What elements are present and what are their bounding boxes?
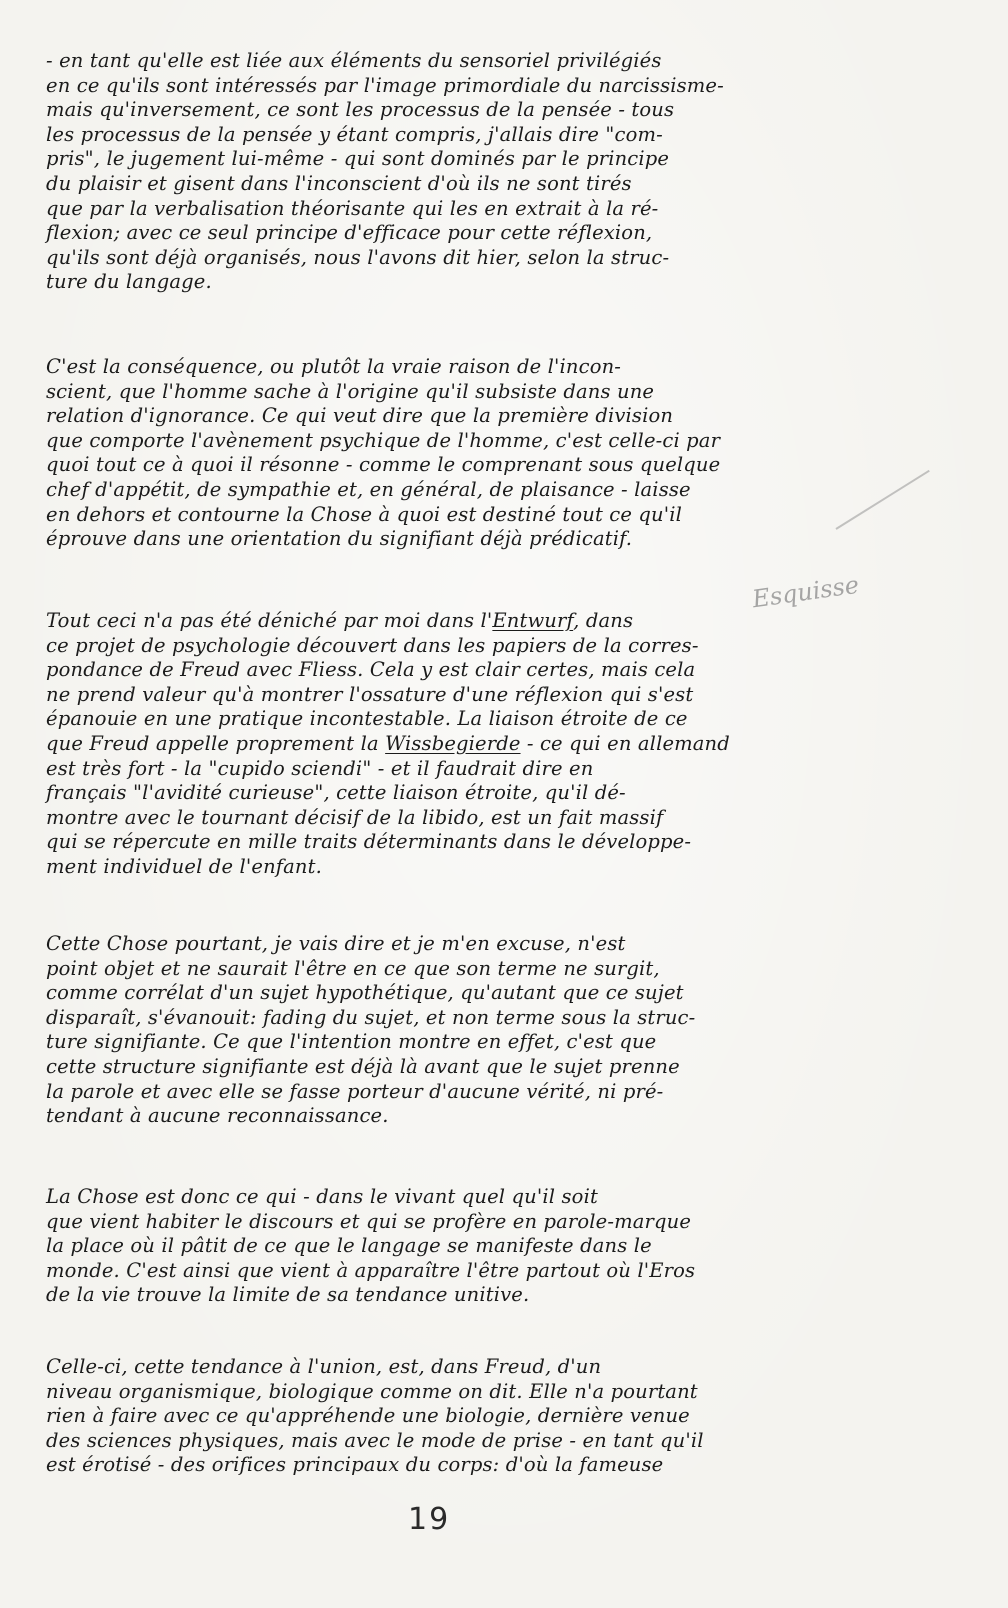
underlined-term: Wissbegierde [385, 731, 521, 755]
paragraph-3: Tout ceci n'a pas été déniché par moi dans l'Entwurf, dans ce projet de psychologie découvert dans les papiers de la corres- pondance de Freud avec Fliess. Cela y est clair certes, mais cela ne prend valeur qu'à montrer l'ossature d'une réflexion qui s'est épanouie en une pratique incontestable. La liaison étroite de ce que Freud appelle proprement la Wissbegierde - ce qui en allemand est très fort - la "cupido sciendi" - et il faudrait dire en français "l'avidité curieuse", cette liaison étroite, qu'il dé- montre avec le tournant décisif de la libido, est un fait massif qui se répercute en mille traits déterminants dans le développe- ment individuel de l'enfant. [46, 609, 730, 878]
paragraph-6: Celle-ci, cette tendance à l'union, est, dans Freud, d'un niveau organismique, biologique comme on dit. Elle n'a pourtant rien à faire avec ce qu'appréhende une biologie, dernière venue des sciences physiques, mais avec le mode de prise - en tant qu'il est érotisé - des orifices principaux du corps: d'où la fameuse [46, 1355, 704, 1477]
paragraph-5: La Chose est donc ce qui - dans le vivant quel qu'il soit que vient habiter le discours et qui se profère en parole-marque la place où il pâtit de ce que le langage se manifeste dans le monde. C'est ainsi que vient à apparaître l'être partout où l'Eros de la vie trouve la limite de sa tendance unitive. [46, 1185, 696, 1307]
handwritten-annotation: Esquisse [750, 570, 861, 614]
paragraph-2: C'est la conséquence, ou plutôt la vraie raison de l'incon- scient, que l'homme sache à l'origine qu'il subsiste dans une relation d'ignorance. Ce qui veut dire que la première division que comporte l'avènement psychique de l'homme, c'est celle-ci par quoi tout ce à quoi il résonne - comme le comprenant sous quelque chef d'appétit, de sympathie et, en général, de plaisance - laisse en dehors et contourne la Chose à quoi est destiné tout ce qu'il éprouve dans une orientation du signifiant déjà prédicatif. [46, 355, 721, 551]
page-number: 19 [408, 1502, 451, 1537]
paragraph-1: - en tant qu'elle est liée aux éléments du sensoriel privilégiés en ce qu'ils sont intéressés par l'image primordiale du narcissisme- mais qu'inversement, ce sont les processus de la pensée - tous les processus de la pensée y étant compris, j'allais dire "com- pris", le jugement lui-même - qui sont dominés par le principe du plaisir et gisent dans l'inconscient d'où ils ne sont tirés que par la verbalisation théorisante qui les en extrait à la ré- flexion; avec ce seul principe d'efficace pour cette réflexion, qu'ils sont déjà organisés, nous l'avons dit hier, selon la struc- ture du langage. [46, 49, 724, 294]
underlined-term: Entwurf [492, 609, 574, 632]
paragraph-4: Cette Chose pourtant, je vais dire et je m'en excuse, n'est point objet et ne saurait l'être en ce que son terme ne surgit, comme corrélat d'un sujet hypothétique, qu'autant que ce sujet disparaît, s'évanouit: fading du sujet, et non terme sous la struc- ture signifiante. Ce que l'intention montre en effet, c'est que cette structure signifiante est déjà là avant que le sujet prenne la parole et avec elle se fasse porteur d'aucune vérité, ni pré- tendant à aucune reconnaissance. [46, 932, 696, 1128]
